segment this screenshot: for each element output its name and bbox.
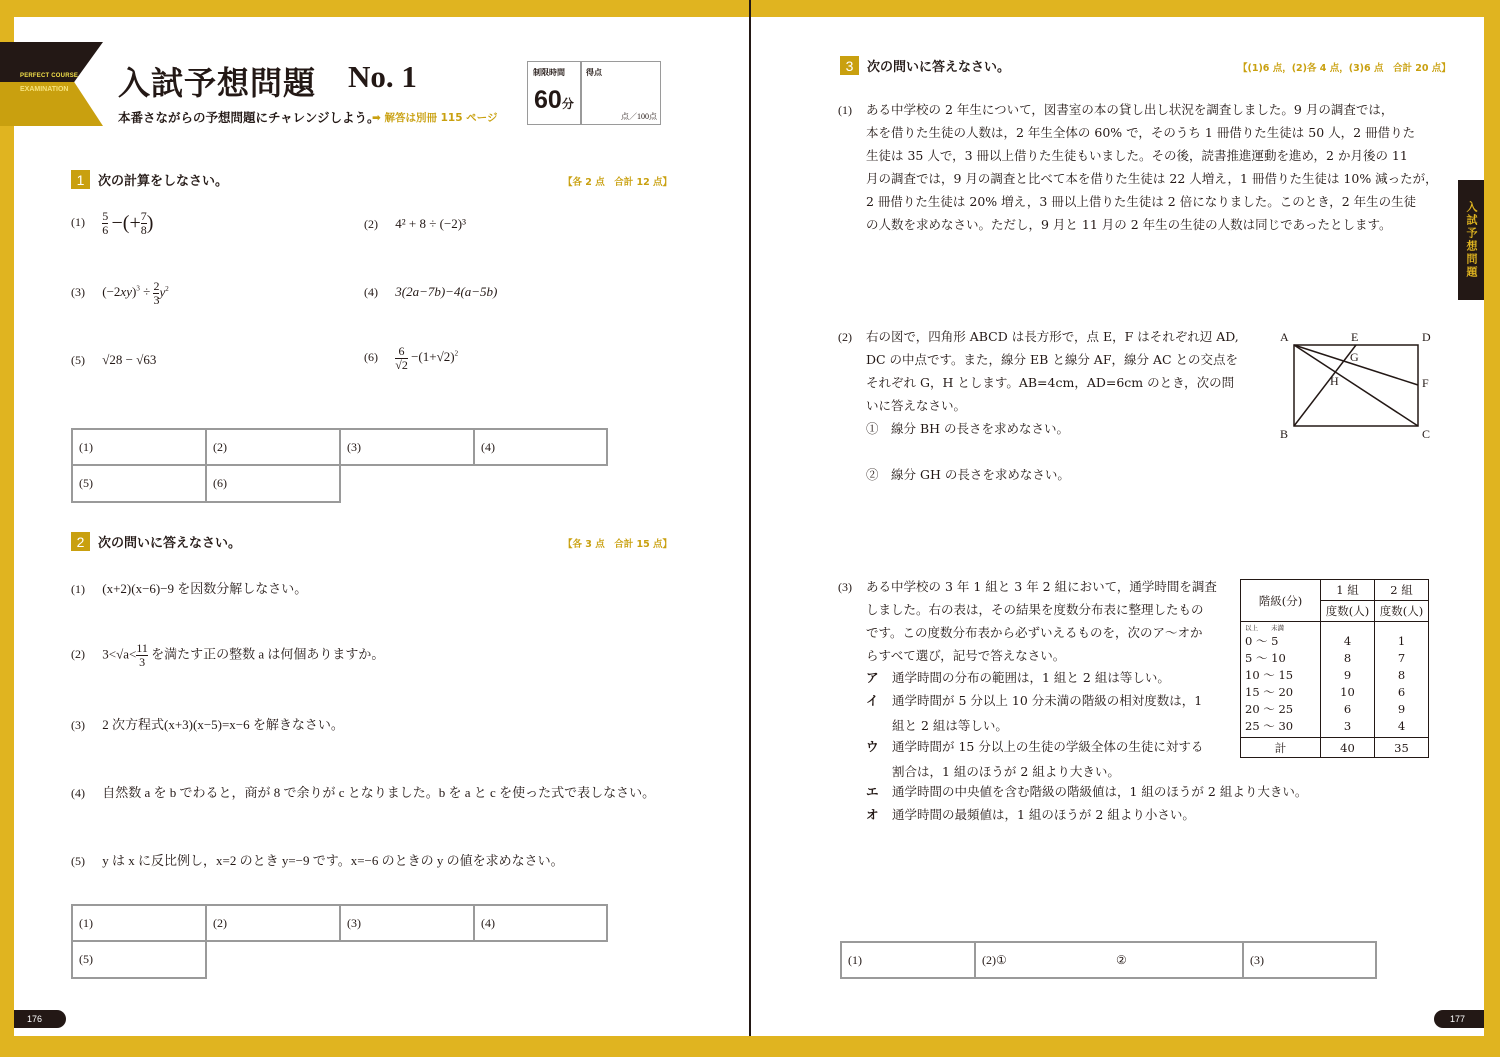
banner-examination: EXAMINATION <box>20 86 69 93</box>
choice-text: 通学時間の分布の範囲は，1 組と 2 組は等しい。 <box>892 670 1170 685</box>
svg-text:B: B <box>1280 427 1289 441</box>
svg-text:D: D <box>1422 330 1431 344</box>
s1-question-1: (1) $\frac{5}{6}$ −(+ $\frac{7}{8}$ ) <box>71 209 154 237</box>
text-line: ある中学校の 3 年 1 組と 3 年 2 組において，通学時間を調査 <box>866 579 1217 594</box>
choice-e <box>866 782 1307 800</box>
answer-cell[interactable]: (2) <box>205 904 341 942</box>
text-line: いに答えなさい。 <box>866 398 967 413</box>
choice-label: ウ <box>866 739 879 754</box>
class-row: 10 〜 15 <box>1245 668 1294 682</box>
fraction: $\frac{2}{3}$ <box>153 279 160 307</box>
section-1-header <box>71 170 228 189</box>
page-title: 入試予想問題 <box>118 64 317 102</box>
answer-page-reference: ➡ 解答は別冊 115 ページ <box>372 112 498 124</box>
s3-q3-number: (3) <box>838 580 852 594</box>
page-frame-right <box>1484 0 1500 1057</box>
side-tab-label: 入試予想問題 <box>1458 180 1484 300</box>
fraction: $\frac{5}{6}$ <box>102 209 109 237</box>
section-3-title: 次の問いに答えなさい。 <box>867 60 1011 75</box>
time-number: 60 <box>534 86 562 114</box>
header-group-2: 2 組 <box>1375 580 1429 601</box>
section-1-points: 【各 2 点 合計 12 点】 <box>563 177 673 188</box>
class-row: 0 〜 5 <box>1245 634 1279 648</box>
answer-cell[interactable]: (4) <box>473 428 608 466</box>
answer-cell[interactable]: (3) <box>339 428 475 466</box>
text-line: 生徒は 35 人で，3 冊以上借りた生徒もいました。その後，読書推進運動を進め，2 か月後の 11 <box>866 148 1408 163</box>
section-2-number: 2 <box>71 532 90 551</box>
s3-q2-number: (2) <box>838 330 852 344</box>
subheader-freq-1: 度数(人) <box>1321 601 1375 622</box>
text-line: DC の中点です。また，線分 EB と線分 AF，線分 AC との交点を <box>866 352 1239 367</box>
expression: √28 − √63 <box>102 352 157 367</box>
fraction: $\frac{6}{√2}$ <box>395 344 408 372</box>
answer-cell[interactable]: (5) <box>71 940 207 979</box>
score-divider <box>580 62 582 124</box>
banner-perfect-course: PERFECT COURSE <box>20 73 79 79</box>
frequency-table <box>1240 579 1429 758</box>
text-line: 右の図で，四角形 ABCD は長方形で，点 E，F はそれぞれ辺 AD, <box>866 329 1239 344</box>
text-line: です。この度数分布表から必ずいえるものを，次のア〜オか <box>866 625 1203 640</box>
group-1-column: 4 8 9 10 6 3 <box>1321 622 1375 738</box>
page-frame-bottom <box>0 1036 1500 1057</box>
score-label: 得点 <box>586 68 602 77</box>
time-limit-value <box>534 86 574 115</box>
section-3-points: 【(1)6 点，(2)各 4 点，(3)6 点 合計 20 点】 <box>1238 63 1451 74</box>
question-text-b: を満たす正の整数 a は何個ありますか。 <box>147 646 385 662</box>
choice-a <box>866 668 1170 686</box>
svg-text:H: H <box>1330 374 1339 388</box>
choice-text: 通学時間の中央値を含む階級の階級値は，1 組のほうが 2 組より大きい。 <box>892 784 1308 799</box>
question-text: y は x に反比例し，x=2 のとき y=−9 です。x=−6 のときの y の値を求めなさい。 <box>102 853 564 868</box>
answer-cell-2[interactable] <box>974 941 1244 979</box>
range-note: 以上 未満 <box>1245 624 1284 632</box>
section-2-points: 【各 3 点 合計 15 点】 <box>563 539 673 550</box>
text-line: 2 冊借りた生徒は 20% 増え，3 冊以上借りた生徒は 2 倍になりました。このとき，2 年生の生徒 <box>866 194 1417 209</box>
question-number: (1) <box>71 582 85 596</box>
class-row: 15 〜 20 <box>1245 685 1294 699</box>
s2-question-3 <box>71 714 344 733</box>
s1-question-2 <box>364 216 466 232</box>
text-line: 月の調査では，9 月の調査と比べて本を借りた生徒は 22 人増え，1 冊借りた生徒は 10% 減ったが， <box>866 171 1438 186</box>
question-number: (5) <box>71 854 85 868</box>
question-number: (4) <box>71 786 85 800</box>
answer-cell[interactable]: (1) <box>840 941 976 979</box>
header-group-1: 1 組 <box>1321 580 1375 601</box>
total-label: 計 <box>1241 738 1321 758</box>
total-group-2: 35 <box>1375 738 1429 758</box>
subheader-freq-2: 度数(人) <box>1375 601 1429 622</box>
book-spine <box>749 0 751 1036</box>
question-number: (2) <box>364 217 378 231</box>
header-class: 階級(分) <box>1241 580 1321 622</box>
choice-text: 通学時間が 15 分以上の生徒の学級全体の生徒に対する <box>892 739 1204 754</box>
class-column <box>1241 622 1321 738</box>
s3-q3-text <box>866 575 1217 667</box>
score-box <box>527 61 661 125</box>
s2-question-1 <box>71 578 307 597</box>
fraction: $\frac{11}{3}$ <box>136 641 148 669</box>
answer-label-2-2: ② <box>1116 953 1127 967</box>
section-3-header <box>840 56 1010 75</box>
text-line: 本を借りた生徒の人数は，2 年生全体の 60% で，そのうち 1 冊借りた生徒は 50 人，2 冊借りた <box>866 125 1416 140</box>
question-number: (3) <box>71 718 85 732</box>
text-line: の人数を求めなさい。ただし，9 月と 11 月の 2 年生の生徒の人数は同じであったとします。 <box>866 217 1392 232</box>
question-text-a: 3<√a< <box>102 646 137 662</box>
s2-question-2 <box>71 642 384 669</box>
answer-cell[interactable]: (1) <box>71 904 207 942</box>
svg-text:F: F <box>1422 376 1429 390</box>
s1-question-4 <box>364 284 497 300</box>
choice-label: エ <box>866 784 879 799</box>
subtitle: 本番さながらの予想問題にチャレンジしよう。 <box>118 110 380 125</box>
choice-u <box>866 737 1203 780</box>
answer-label-2-1: (2)① <box>982 953 1007 967</box>
s2-question-5 <box>71 850 564 869</box>
question-number: (3) <box>71 285 85 300</box>
section-1-number: 1 <box>71 170 90 189</box>
class-row: 20 〜 25 <box>1245 702 1294 716</box>
section-2-header <box>71 532 241 551</box>
score-max: 点／100点 <box>621 112 657 121</box>
choice-i <box>866 691 1202 734</box>
choice-label: ア <box>866 670 879 685</box>
question-text: 2 次方程式(x+3)(x−5)=x−6 を解きなさい。 <box>102 717 344 732</box>
expression: 4² + 8 ÷ (−2)³ <box>395 216 467 231</box>
total-group-1: 40 <box>1321 738 1375 758</box>
question-text: 自然数 a を b でわると，商が 8 で余りが c となりました。b を a と c を使った式で表しなさい。 <box>102 785 656 800</box>
answer-cell[interactable]: (5) <box>71 464 207 503</box>
question-number: (1) <box>71 215 85 230</box>
answer-cell[interactable]: (4) <box>473 904 608 942</box>
question-text: (x+2)(x−6)−9 を因数分解しなさい。 <box>102 581 308 596</box>
choice-text-cont: 割合は，1 組のほうが 2 組より大きい。 <box>892 764 1120 779</box>
s2-question-4 <box>71 782 655 801</box>
s1-question-6: (6) $\frac{6}{√2}$ $-(1+√2)^2$ <box>364 344 459 372</box>
group-2-column: 1 7 8 6 9 4 <box>1375 622 1429 738</box>
answer-cell[interactable]: (1) <box>71 428 207 466</box>
question-number: (4) <box>364 285 378 299</box>
choice-text-cont: 組と 2 組は等しい。 <box>892 718 1008 733</box>
choice-text: 通学時間の最頻値は，1 組のほうが 2 組より小さい。 <box>892 807 1195 822</box>
page-number-left: 176 <box>14 1010 66 1028</box>
section-3-number: 3 <box>840 56 859 75</box>
exam-number: No. 1 <box>348 59 417 94</box>
text-line: らすべて選び，記号で答えなさい。 <box>866 648 1066 663</box>
s1-question-3: (3) $(-2xy)^3$ ÷ $\frac{2}{3}$ $y^2$ <box>71 279 169 307</box>
question-number: (2) <box>71 647 85 662</box>
page-frame-left <box>0 0 14 1057</box>
section-2-title: 次の問いに答えなさい。 <box>98 536 242 551</box>
s1-question-5 <box>71 352 156 368</box>
choice-o <box>866 805 1195 823</box>
question-number: (6) <box>364 350 378 365</box>
sub-question-1: ① 線分 BH の長さを求めなさい。 <box>866 421 1070 436</box>
s3-q2-text <box>866 325 1239 486</box>
svg-text:E: E <box>1351 330 1359 344</box>
answer-cell[interactable]: (3) <box>1242 941 1377 979</box>
choice-label: イ <box>866 693 879 708</box>
rectangle-figure <box>1276 328 1436 443</box>
class-row: 5 〜 10 <box>1245 651 1286 665</box>
text-line: ある中学校の 2 年生について，図書室の本の貸し出し状況を調査しました。9 月の調査では， <box>866 102 1394 117</box>
class-row: 25 〜 30 <box>1245 719 1294 733</box>
time-limit-label: 制限時間 <box>533 68 565 77</box>
page-number-right: 177 <box>1434 1010 1484 1028</box>
svg-text:C: C <box>1422 427 1431 441</box>
svg-text:A: A <box>1280 330 1289 344</box>
text-line: それぞれ G，H とします。AB=4cm，AD=6cm のとき，次の問 <box>866 375 1235 390</box>
question-number: (5) <box>71 353 85 367</box>
time-unit: 分 <box>561 97 574 111</box>
s3-q1-text <box>866 98 1438 236</box>
answer-cell[interactable]: (6) <box>205 464 341 503</box>
choice-label: オ <box>866 807 879 822</box>
fraction: $\frac{7}{8}$ <box>140 209 147 237</box>
section-1-title: 次の計算をしなさい。 <box>98 174 229 189</box>
answer-cell[interactable]: (2) <box>205 428 341 466</box>
s3-q1-number: (1) <box>838 103 852 117</box>
answer-cell[interactable]: (3) <box>339 904 475 942</box>
sub-question-2: ② 線分 GH の長さを求めなさい。 <box>866 467 1070 482</box>
expression: 3(2a−7b)−4(a−5b) <box>395 284 498 299</box>
choice-text: 通学時間が 5 分以上 10 分未満の階級の相対度数は，1 <box>892 693 1203 708</box>
svg-text:G: G <box>1350 350 1359 364</box>
text-line: しました。右の表は，その結果を度数分布表に整理したもの <box>866 602 1204 617</box>
